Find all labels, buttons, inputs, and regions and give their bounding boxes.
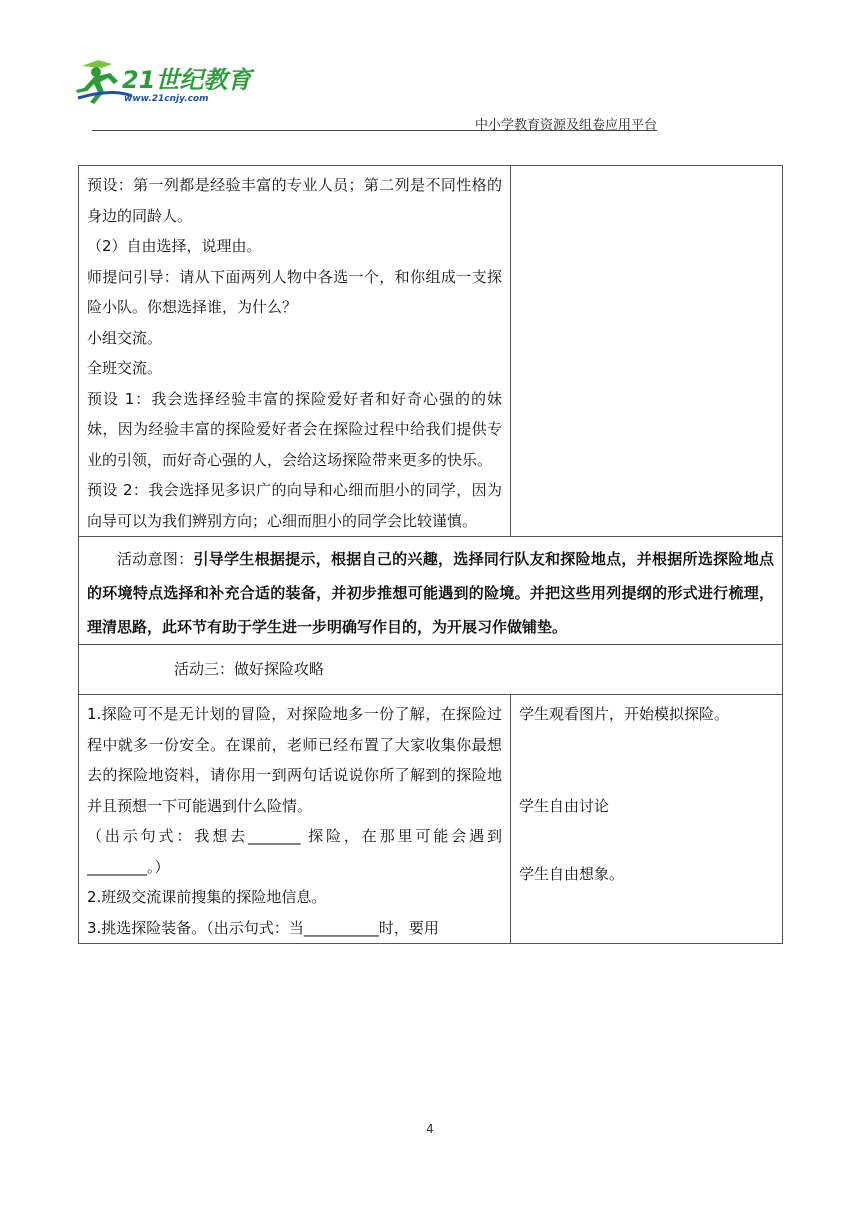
logo-text: 21世纪教育 xyxy=(122,66,252,94)
paragraph: 师提问引导：请从下面两列人物中各选一个，和你组成一支探险小队。你想选择谁，为什么？ xyxy=(87,267,502,316)
runner-logo-icon xyxy=(72,58,262,108)
paragraph: 2.班级交流课前搜集的探险地信息。 xyxy=(87,888,327,906)
paragraph: （2）自由选择，说理由。 xyxy=(87,237,262,255)
student-note: 学生自由想象。 xyxy=(519,865,625,883)
table-row xyxy=(79,537,783,645)
header-divider xyxy=(92,130,657,131)
paragraph: 小组交流。 xyxy=(87,328,163,347)
table-row xyxy=(79,695,783,944)
page-number: 4 xyxy=(426,1122,434,1136)
paragraph: 全班交流。 xyxy=(87,359,163,377)
table-cell-activity3 xyxy=(79,695,511,944)
table-cell-empty xyxy=(511,166,783,537)
activity-intent-cell xyxy=(79,537,783,645)
paragraph: 3.挑选探险装备。（出示句式：当__________时，要用 xyxy=(87,918,439,937)
student-note: 学生自由讨论 xyxy=(519,796,610,815)
logo-url: www.21cnjy.com xyxy=(124,94,209,104)
table-cell-student-notes xyxy=(511,695,783,944)
activity-intent xyxy=(87,542,774,644)
intent-text: 引导学生根据提示，根据自己的兴趣，选择同行队友和探险地点，并根据所选探险地点的环境特点选择和补充合适的装备，并初步推想可能遇到的险境。并把这些用列提纲的形式进行梳理，理清思路，此环节有助于学生进一步明确写作目的，为开展习作做铺垫。 xyxy=(87,550,774,636)
platform-text: 中小学教育资源及组卷应用平台 xyxy=(474,118,657,133)
paragraph: 预设 2：我会选择见多识广的向导和心细而胆小的同学，因为向导可以为我们辨别方向；心细而胆小的同学会比较谨慎。 xyxy=(87,481,502,530)
table-row xyxy=(79,645,783,695)
paragraph: （出示句式：我想去_______ 探险，在那里可能会遇到________。） xyxy=(87,827,502,876)
intent-label: 活动意图： xyxy=(117,550,194,568)
table-cell-discussion xyxy=(79,166,511,537)
paragraph: 预设：第一列都是经验丰富的专业人员；第二列是不同性格的身边的同龄人。 xyxy=(87,176,502,225)
activity3-title: 活动三：做好探险攻略 xyxy=(79,645,783,695)
paragraph: 预设 1：我会选择经验丰富的探险爱好者和好奇心强的的妹妹，因为经验丰富的探险爱好者会在探险过程中给我们提供专业的引领，而好奇心强的人，会给这场探险带来更多的快乐。 xyxy=(87,389,502,469)
logo xyxy=(72,58,262,108)
lesson-table xyxy=(78,165,783,944)
paragraph: 1.探险可不是无计划的冒险，对探险地多一份了解，在探险过程中就多一份安全。在课前，老师已经布置了大家收集你最想去的探险地资料，请你用一到两句话说说你所了解到的探险地并且预想一下可能遇到什么险情。 xyxy=(87,705,502,815)
table-row xyxy=(79,166,783,537)
student-note: 学生观看图片，开始模拟探险。 xyxy=(519,705,730,723)
